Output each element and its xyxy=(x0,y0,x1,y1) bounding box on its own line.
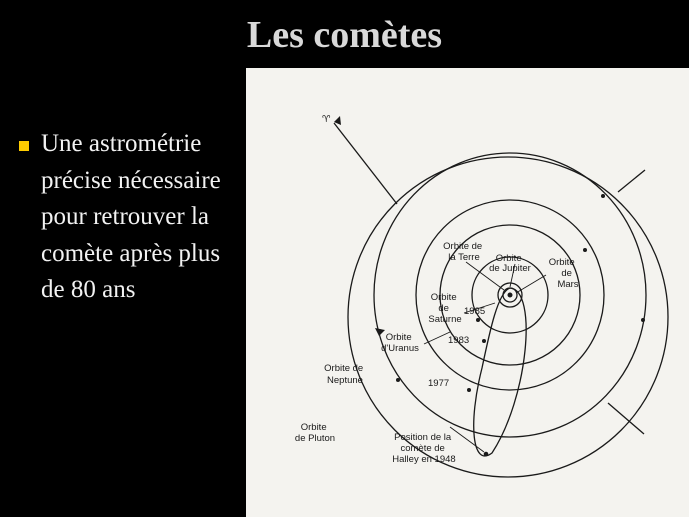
label-orbit-pluton: Orbite de Pluton xyxy=(294,422,336,444)
label-orbit-terre: Orbite de la Terre xyxy=(443,241,483,263)
label-orbit-jupiter: Orbite de Jupiter xyxy=(489,253,531,274)
year-label-1985: 1985 xyxy=(464,306,486,317)
vernal-point-symbol: ♈ xyxy=(322,114,331,125)
tick-line-lower xyxy=(608,403,644,434)
bullet-text: Une astrométrie précise nécessaire pour retrouver la comète après plus de 80 ans xyxy=(41,130,221,303)
vernal-direction-line xyxy=(334,123,397,204)
planet-dot xyxy=(601,194,605,198)
planet-dot xyxy=(396,378,400,382)
planet-dot xyxy=(467,388,471,392)
bullet-square-icon xyxy=(19,141,29,151)
pluto-orbit xyxy=(348,157,668,477)
year-label-1983: 1983 xyxy=(448,335,470,346)
label-orbit-neptune: Orbite de Neptune xyxy=(324,363,364,386)
planet-dot xyxy=(641,318,645,322)
slide-title: Les comètes xyxy=(246,14,443,56)
label-orbit-uranus: Orbite d'Uranus xyxy=(381,332,419,354)
bullet-list xyxy=(14,126,239,309)
arrow-icon xyxy=(375,328,385,336)
halley-orbit-diagram xyxy=(246,68,689,517)
planet-dot xyxy=(482,339,486,343)
planet-dot xyxy=(476,318,480,322)
halley-position-dot xyxy=(484,452,489,457)
label-halley-position: Position de la comète de Halley en 1948 xyxy=(392,432,456,465)
label-orbit-saturne: Orbite de Saturne xyxy=(428,292,462,325)
label-orbit-mars: Orbite de Mars xyxy=(548,257,579,290)
sun-icon xyxy=(508,293,513,298)
tick-line-upper xyxy=(618,170,645,192)
year-label-1977: 1977 xyxy=(428,378,450,389)
orbit-diagram-svg xyxy=(246,68,689,517)
planet-dot xyxy=(583,248,587,252)
